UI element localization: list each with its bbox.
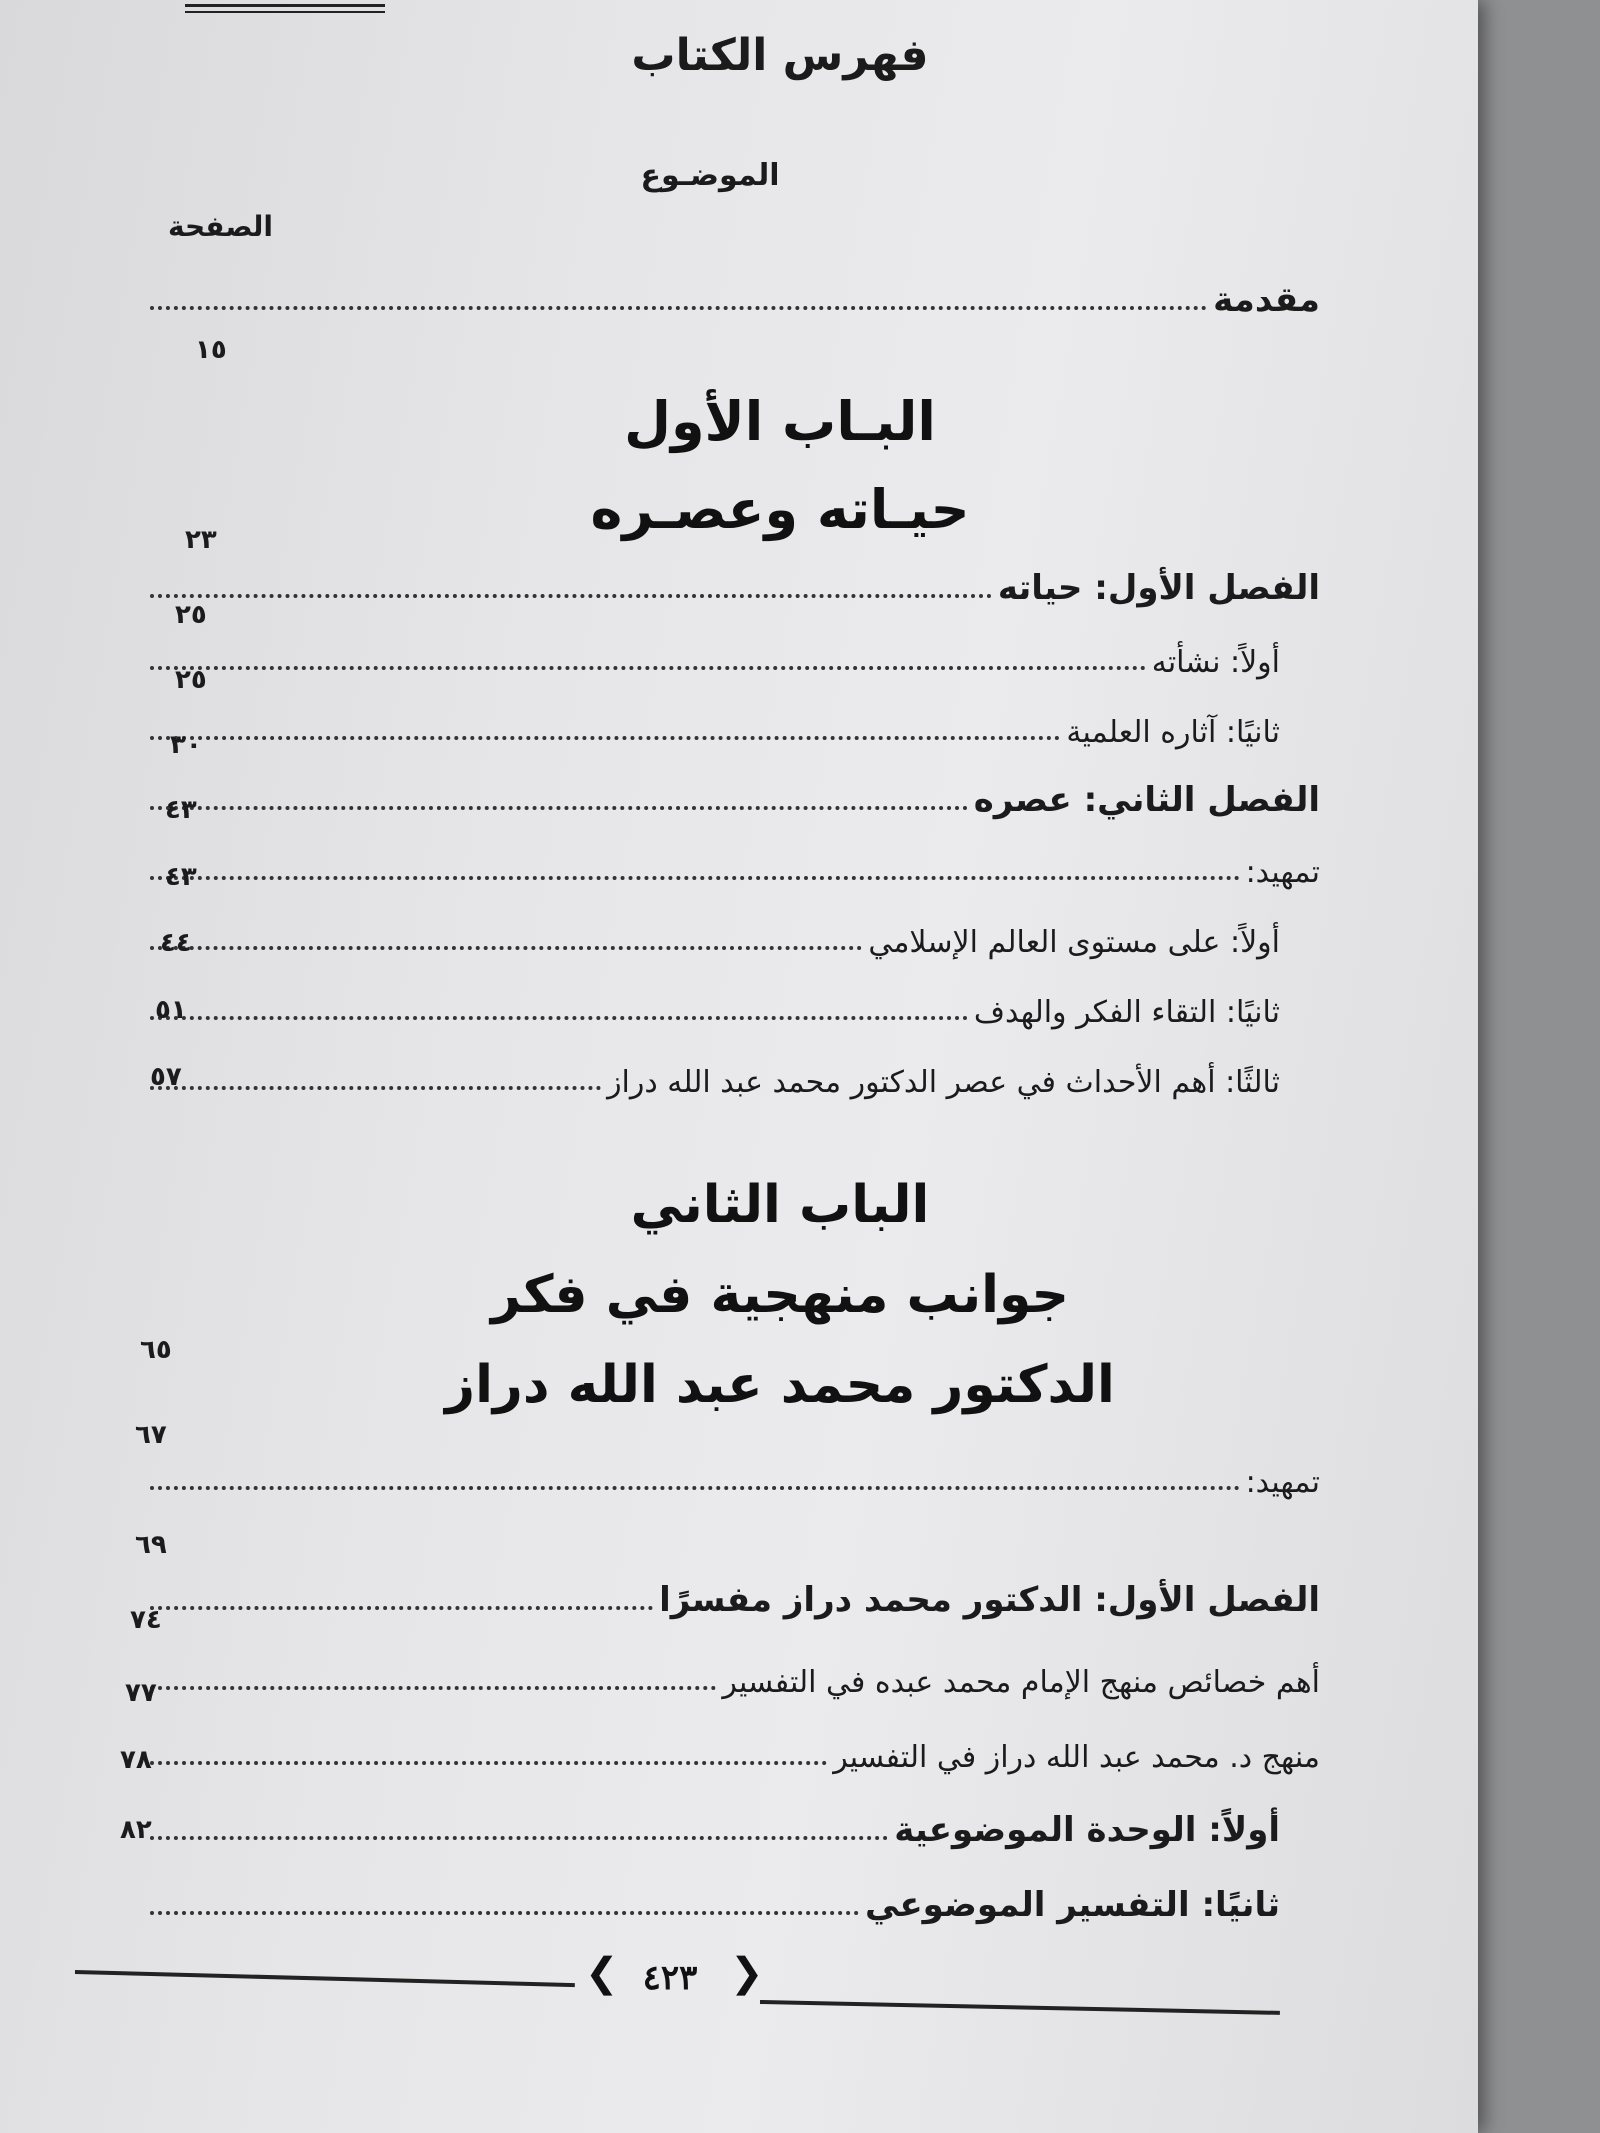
top-rule (185, 4, 385, 7)
entry-page: ٤٤ (160, 928, 192, 958)
entry-page: ٧٧ (125, 1678, 157, 1708)
leader-dots (150, 594, 992, 598)
leader-dots (150, 876, 1240, 880)
part-one-subtitle: حيـاته وعصـره (590, 478, 970, 541)
entry-label: أولاً: نشأته (1151, 645, 1280, 680)
toc-entry[interactable] (150, 1865, 1320, 1925)
entry-page: ٦٩ (135, 1530, 167, 1560)
top-rule-secondary (185, 11, 385, 13)
entry-page: ٣٠ (170, 730, 202, 760)
toc-entry[interactable] (150, 1640, 1320, 1700)
entry-label: الفصل الثاني: عصره (973, 780, 1320, 820)
entry-page: ٢٥ (175, 600, 207, 630)
part-two-page: ٦٥ (140, 1335, 172, 1365)
part-one-page: ٢٣ (185, 525, 217, 555)
entry-label: الفصل الأول: الدكتور محمد دراز مفسرًا (659, 1580, 1320, 1620)
part-two-title: الباب الثاني (630, 1175, 930, 1235)
entry-page: ٦٧ (135, 1420, 167, 1450)
toc-entry[interactable] (150, 1040, 1320, 1100)
toc-entry[interactable] (150, 970, 1320, 1030)
toc-entry[interactable] (150, 900, 1320, 960)
toc-entry[interactable] (150, 620, 1320, 680)
entry-label: أهم خصائص منهج الإمام محمد عبده في التفسير (722, 1665, 1320, 1700)
leader-dots (150, 806, 968, 810)
toc-entry[interactable] (150, 760, 1320, 820)
leader-dots (150, 1606, 653, 1610)
leader-dots (150, 666, 1146, 670)
entry-label: ثانيًا: التفسير الموضوعي (865, 1885, 1280, 1925)
leader-dots (150, 946, 862, 950)
leader-dots (150, 1686, 716, 1690)
entry-label: ثانيًا: التقاء الفكر والهدف (973, 995, 1280, 1030)
part-two-subtitle-line1: جوانب منهجية في فكر (490, 1265, 1070, 1325)
entry-page: ٨٢ (120, 1815, 152, 1845)
entry-label: ثالثًا: أهم الأحداث في عصر الدكتور محمد عبد الله دراز (607, 1065, 1280, 1100)
leader-dots (150, 306, 1207, 310)
footer-rule-right (760, 2000, 1280, 2015)
leader-dots (150, 1836, 888, 1840)
toc-entry[interactable] (150, 690, 1320, 750)
toc-entry[interactable] (150, 1440, 1320, 1500)
leader-dots (150, 1486, 1240, 1490)
entry-page: ٧٤ (130, 1605, 162, 1635)
page-title: فهرس الكتاب (631, 30, 929, 81)
footer-rule-left (75, 1970, 575, 1987)
toc-entry[interactable] (150, 830, 1320, 890)
page-number: ٤٢٣ (642, 1958, 698, 1998)
entry-label: تمهيد: (1245, 855, 1320, 890)
entry-page: ٥١ (155, 995, 187, 1025)
leader-dots (150, 1086, 601, 1090)
leader-dots (150, 1016, 968, 1020)
entry-page: ٥٧ (150, 1062, 182, 1092)
entry-label: مقدمة (1213, 280, 1320, 320)
entry-page: ٤٣ (165, 795, 197, 825)
entry-label: الفصل الأول: حياته (997, 568, 1320, 608)
entry-page: ٧٨ (120, 1745, 152, 1775)
ornament-left-icon: ❮ (585, 1950, 619, 1996)
leader-dots (150, 1761, 827, 1765)
entry-page: ١٥ (195, 335, 227, 365)
entry-label: تمهيد: (1245, 1465, 1320, 1500)
toc-entry[interactable] (150, 1560, 1320, 1620)
entry-label: أولاً: الوحدة الموضوعية (894, 1810, 1280, 1850)
part-two-subtitle-line2: الدكتور محمد عبد الله دراز (445, 1355, 1115, 1415)
column-header-topic: الموضـوع (640, 158, 780, 193)
entry-label: ثانيًا: آثاره العلمية (1066, 715, 1280, 750)
entry-page: ٢٥ (175, 665, 207, 695)
entry-label: منهج د. محمد عبد الله دراز في التفسير (833, 1740, 1320, 1775)
part-one-title: البـاب الأول (624, 390, 936, 453)
leader-dots (150, 736, 1060, 740)
column-header-page: الصفحة (168, 210, 274, 243)
toc-entry[interactable] (150, 260, 1320, 320)
entry-page: ٤٣ (165, 862, 197, 892)
ornament-right-icon: ❯ (730, 1950, 764, 1996)
toc-entry[interactable] (150, 1715, 1320, 1775)
leader-dots (150, 1911, 859, 1915)
toc-entry[interactable] (150, 1790, 1320, 1850)
entry-label: أولاً: على مستوى العالم الإسلامي (868, 925, 1280, 960)
toc-entry[interactable] (150, 548, 1320, 608)
